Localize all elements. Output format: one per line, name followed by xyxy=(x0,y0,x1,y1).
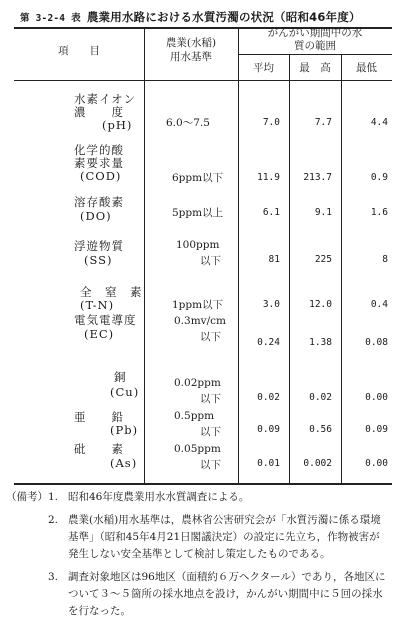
header-range-line1: がんがい期間中の水 xyxy=(267,27,363,39)
table-header-rule xyxy=(14,80,392,81)
row-min: 4.4 xyxy=(370,117,388,128)
row-max: 225 xyxy=(314,254,332,265)
row-min: 0.4 xyxy=(370,299,388,310)
row-standard-line2: 以下 xyxy=(200,331,221,343)
row-label-line2: (Cu) xyxy=(110,385,140,399)
row-standard: 6.0～7.5 xyxy=(166,117,210,129)
header-avg: 平均 xyxy=(253,62,274,74)
row-avg: 7.0 xyxy=(262,117,280,128)
row-label-line2: 濃 度 xyxy=(74,105,124,119)
row-max: 12.0 xyxy=(309,299,332,310)
row-avg: 81 xyxy=(268,254,280,265)
row-label-line2: (Pb) xyxy=(110,423,139,437)
row-max: 0.002 xyxy=(303,458,332,469)
row-standard-line2: 以下 xyxy=(200,255,221,267)
row-label-line3: (COD) xyxy=(80,169,122,183)
row-label-line1: 全 窒 素 xyxy=(80,285,143,299)
row-standard: 1ppm以下 xyxy=(172,299,224,311)
row-label-line2: 素要求量 xyxy=(74,156,124,170)
row-label-line2: (SS) xyxy=(84,253,113,267)
row-min: 0.00 xyxy=(365,392,388,403)
row-avg: 3.0 xyxy=(262,299,280,310)
row-min: 8 xyxy=(382,254,388,265)
row-label-line3: (pH) xyxy=(102,118,133,132)
row-label-line1: 化学的酸 xyxy=(74,143,124,157)
note-line: 農業(水稲)用水基準は，農林省公害研究会が「水質汚濁に係る環境 xyxy=(68,514,381,526)
row-min: 0.08 xyxy=(365,337,388,348)
water-quality-table xyxy=(14,27,392,485)
row-min: 1.6 xyxy=(370,207,388,218)
row-standard-line2: 以下 xyxy=(200,426,221,438)
row-label-line2: (DO) xyxy=(80,209,112,223)
row-label-line2: (T-N) xyxy=(80,298,115,312)
note-number: 1. xyxy=(48,491,59,503)
row-max: 9.1 xyxy=(314,207,332,218)
header-standard-line2: 用水基準 xyxy=(170,51,212,63)
row-min: 0.9 xyxy=(370,172,388,183)
row-standard: 0.3mv/cm xyxy=(174,315,226,327)
row-avg: 0.01 xyxy=(257,458,280,469)
note-line: ついて３～５箇所の採水地点を設け，かんがい期間中に５回の採水 xyxy=(68,588,383,600)
row-standard: 6ppm以下 xyxy=(172,172,224,184)
row-standard-line2: 以下 xyxy=(200,459,221,471)
row-avg: 0.24 xyxy=(257,337,280,348)
range-sub-rule xyxy=(238,54,392,55)
row-standard: 100ppm xyxy=(176,239,220,251)
header-range-line2: 質の範囲 xyxy=(294,40,336,52)
row-label-line1: 電気電導度 xyxy=(74,313,137,327)
row-label-line2: (As) xyxy=(110,456,138,470)
note-line: 基準」（昭和45年4月21日閣議決定）の設定に先立ち，作物被害が xyxy=(68,531,380,543)
row-label-line1: 砒 素 xyxy=(74,442,124,456)
row-standard-line2: 以下 xyxy=(200,393,221,405)
row-max: 0.56 xyxy=(309,424,332,435)
notes-label: （備考） xyxy=(6,491,48,503)
row-label-line1: 水素イオン xyxy=(74,92,137,106)
row-min: 0.09 xyxy=(365,424,388,435)
row-avg: 11.9 xyxy=(257,172,280,183)
table-title xyxy=(20,9,361,25)
row-max: 7.7 xyxy=(314,117,332,128)
table-title-text: 農業用水路における水質汚濁の状況（昭和46年度） xyxy=(86,10,361,24)
row-avg: 6.1 xyxy=(262,207,280,218)
table-bottom-rule xyxy=(14,483,392,485)
row-avg: 0.09 xyxy=(257,424,280,435)
row-max: 1.38 xyxy=(309,337,332,348)
header-min: 最低 xyxy=(356,62,377,74)
note-line: を行なった。 xyxy=(68,605,131,617)
row-label-line1: 浮遊物質 xyxy=(74,239,124,253)
row-min: 0.00 xyxy=(365,458,388,469)
header-item: 項 目 xyxy=(58,45,100,57)
row-standard: 0.02ppm xyxy=(174,377,221,389)
row-label-line1: 銅 xyxy=(114,370,127,384)
row-avg: 0.02 xyxy=(257,392,280,403)
row-standard: 0.5ppm xyxy=(174,410,215,422)
table-number: 第 3-2-4 表 xyxy=(20,13,81,24)
row-label-line1: 亜 鉛 xyxy=(74,410,124,424)
note-number: 2. xyxy=(48,514,59,526)
row-max: 0.02 xyxy=(309,392,332,403)
row-label-line2: (EC) xyxy=(84,327,115,341)
note-line: 調査対象地区は96地区（面積約６万ヘクタール）であり，各地区に xyxy=(68,571,386,583)
row-max: 213.7 xyxy=(303,172,332,183)
row-standard: 0.05ppm xyxy=(174,443,221,455)
row-standard: 5ppm以上 xyxy=(172,207,224,219)
row-label-line1: 溶存酸素 xyxy=(74,195,124,209)
column-divider-item xyxy=(144,27,145,484)
header-standard-line1: 農業(水稲) xyxy=(165,37,217,49)
note-line: 発生しない安全基準として検討し策定したものである。 xyxy=(68,548,331,560)
header-max: 最 高 xyxy=(299,62,331,74)
note-line: 昭和46年度農業用水水質調査による。 xyxy=(68,491,250,503)
note-number: 3. xyxy=(48,571,59,583)
